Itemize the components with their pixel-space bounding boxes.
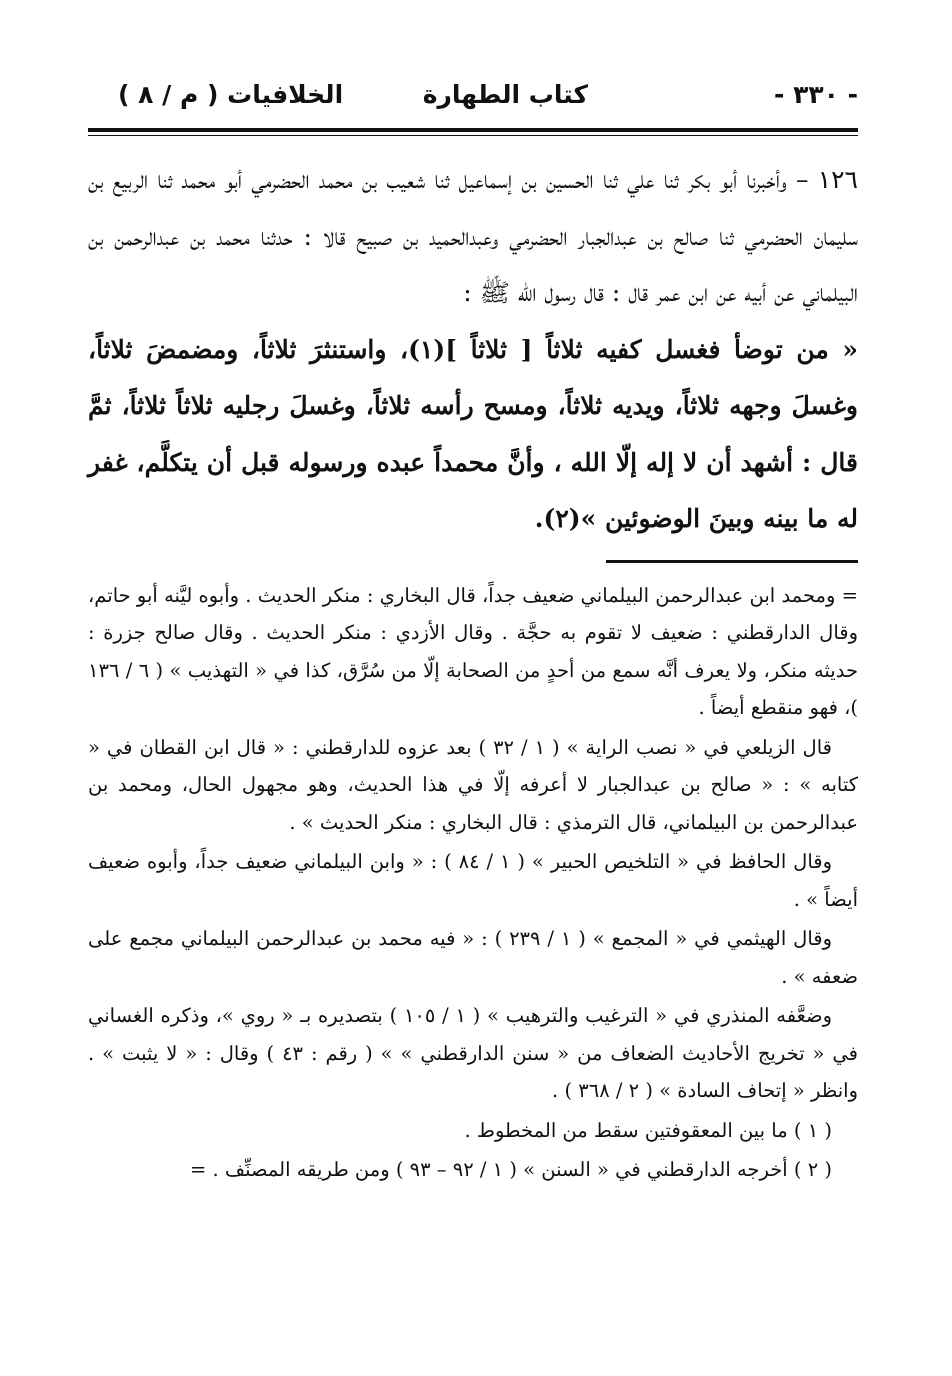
footnote-1: ( ١ ) ما بين المعقوفتين سقط من المخطوط . [464,1118,832,1142]
footnote-2: ( ٢ ) أخرجه الدارقطني في « السنن » ( ١ / ٩٢ – ٩٣ ) ومن طريقه المصنِّف . = [189,1158,832,1181]
footnote-hafiz: وقال الحافظ في « التلخيص الحبير » ( ١ / ٨٤ ) : « وابن البيلماني ضعيف جداً، وأبوه ضعيف أيضاً » . [88,850,858,911]
book-page [88,70,858,1191]
header-rule-thick [88,128,858,132]
running-header [88,70,858,122]
footnote-haythami: وقال الهيثمي في « المجمع » ( ١ / ٢٣٩ ) : « فيه محمد بن عبدالرحمن البيلماني مجمع على ضعفه » . [88,927,858,988]
book-title: كتاب الطهارة [422,80,588,109]
main-text [88,152,858,548]
page-number: - ٣٣٠ - [774,80,858,109]
footnote-zaylai: قال الزيلعي في « نصب الراية » ( ١ / ٣٢ ) بعد عزوه للدارقطني : « قال ابن القطان في « كتابه » : « صالح بن عبدالجبار لا أعرفه إلّا في هذا الحديث، وهو مجهول الحال، ومحمد بن عبدالرحمن بن البيلماني، قال الترمذي : قال البخاري : منكر الحديث » . [88,735,858,834]
running-title: الخلافيات ( م / ٨ ) [118,80,344,109]
footnotes [88,577,858,1189]
footnote-separator [606,560,858,563]
header-rule-thin [88,135,858,136]
footnote-mundhiri: وضعَّفه المنذري في « الترغيب والترهيب » ( ١ / ١٠٥ ) بتصديره بـ « روي »، وذكره الغساني في « تخريج الأحاديث الضعاف من « سنن الدارقطني » » ( رقم : ٤٣ ) وقال : « لا يثبت » . وانظر « إتحاف السادة » ( ٢ / ٣٦٨ ) . [88,1004,858,1102]
isnad-paragraph: ١٢٦ – وأخبرنا أبو بكر ثنا علي ثنا الحسين بن إسماعيل ثنا شعيب بن محمد الحضرمي أبو محمد ثنا الربيع بن سليمان الحضرمي ثنا صالح بن عبدالجبار الحضرمي وعبدالحميد بن صبيح قالا : حدثنا محمد بن عبدالرحمن بن البيلماني عن أبيه عن ابن عمر قال : قال رسول الله ﷺ : [88,165,858,307]
footnote-continued: = ومحمد ابن عبدالرحمن البيلماني ضعيف جداً، قال البخاري : منكر الحديث . وأبوه ليَّنه أبو حاتم، وقال الدارقطني : ضعيف لا تقوم به حجَّة . وقال الأزدي : منكر الحديث . وقال صالح جزرة : حديثه منكر، ولا يعرف أنَّه سمع من أحدٍ من الصحابة إلّا من سُرَّق، كذا في « التهذيب » ( ٦ / ١٣٦ )، فهو منقطع أيضاً . [88,583,859,719]
hadith-paragraph: « من توضأ فغسل كفيه ثلاثاً [ ثلاثاً ](١)، واستنثرَ ثلاثاً، ومضمضَ ثلاثاً، وغسلَ وجهه ثلاثاً، ويديه ثلاثاً، ومسح رأسه ثلاثاً، وغسلَ رجليه ثلاثاً ثلاثاً، ثمَّ قال : أشهد أن لا إله إلّا الله ، وأنَّ محمداً عبده ورسوله قبل أن يتكلَّم، غفر له ما بينه وبينَ الوضوئين »(٢). [88,334,858,533]
